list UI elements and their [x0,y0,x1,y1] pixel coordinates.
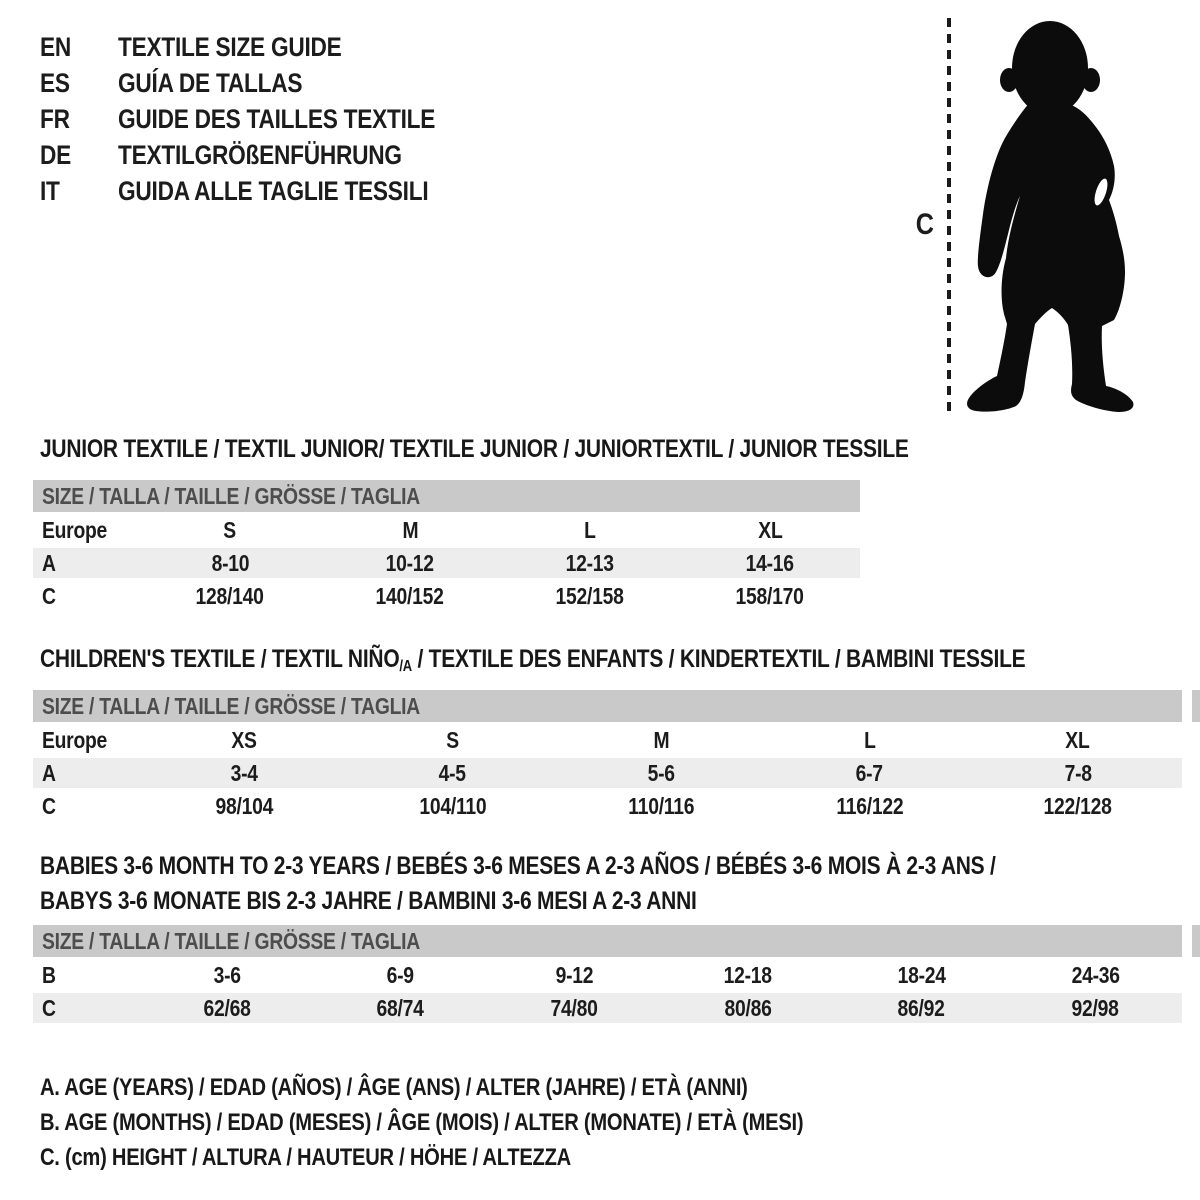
language-code: IT [40,175,60,206]
language-code: EN [40,32,72,63]
section-title-babies-line2: BABYS 3-6 MONATE BIS 2-3 JAHRE / BAMBINI 3-6 MESI A 2-3 ANNI [40,886,697,915]
language-legend [40,30,496,209]
table-edge-sliver [1192,690,1200,722]
table-row: Europe XS S M L XL [42,726,1090,753]
babies-size-header-bar: SIZE / TALLA / TAILLE / GRÖSSE / TAGLIA [33,925,1182,957]
children-title-pre: CHILDREN'S TEXTILE / TEXTIL NIÑO [40,644,400,673]
guide-title-de: TEXTILGRÖßENFÜHRUNG [118,139,402,170]
height-measure-label: C [916,208,934,241]
guide-title-fr: GUIDE DES TAILLES TEXTILE [118,103,436,134]
children-size-table [33,690,1182,821]
note-age-years: A. AGE (YEARS) / EDAD (AÑOS) / ÂGE (ANS) / ALTER (JAHRE) / ETÀ (ANNI) [40,1074,748,1101]
junior-size-header-bar: SIZE / TALLA / TAILLE / GRÖSSE / TAGLIA [33,480,860,512]
language-row-es [40,66,496,102]
language-row-it [40,173,496,209]
children-size-header-bar: SIZE / TALLA / TAILLE / GRÖSSE / TAGLIA [33,690,1182,722]
table-row: A 8-10 10-12 12-13 14-16 [33,548,860,578]
section-title-junior: JUNIOR TEXTILE / TEXTIL JUNIOR/ TEXTILE JUNIOR / JUNIORTEXTIL / JUNIOR TESSILE [40,434,909,463]
guide-title-en: TEXTILE SIZE GUIDE [118,32,342,63]
junior-size-table [33,480,860,611]
table-row: C 128/140 140/152 152/158 158/170 [42,582,805,609]
language-code: FR [40,103,70,134]
language-row-en [40,30,496,66]
table-row: C 98/104 104/110 110/116 116/122 122/128 [42,792,1112,819]
section-title-children [40,645,1200,675]
language-row-fr [40,102,496,138]
language-code: ES [40,68,70,99]
language-row-de [40,137,496,173]
note-age-months: B. AGE (MONTHS) / EDAD (MESES) / ÂGE (MOIS) / ALTER (MONATE) / ETÀ (MESI) [40,1109,804,1136]
section-title-babies-line1: BABIES 3-6 MONTH TO 2-3 YEARS / BEBÉS 3-6 MESES A 2-3 AÑOS / BÉBÉS 3-6 MOIS À 2-3 ANS / [40,851,996,880]
children-title-post: / TEXTILE DES ENFANTS / KINDERTEXTIL / BAMBINI TESSILE [411,644,1026,673]
height-measure-dashed-line [947,18,951,416]
table-row: Europe S M L XL [42,516,783,543]
note-height-cm: C. (cm) HEIGHT / ALTURA / HAUTEUR / HÖHE / ALTEZZA [40,1144,571,1171]
table-edge-sliver [1192,925,1200,957]
babies-size-table [33,925,1182,1023]
language-code: DE [40,139,72,170]
table-row: B 3-6 6-9 9-12 12-18 18-24 24-36 [42,961,1120,988]
table-row: A 3-4 4-5 5-6 6-7 7-8 [33,758,1182,788]
children-title-sub: /A [399,657,412,675]
table-row: C 62/68 68/74 74/80 80/86 86/92 92/98 [33,993,1182,1023]
guide-title-es: GUÍA DE TALLAS [118,68,303,99]
guide-title-it: GUIDA ALLE TAGLIE TESSILI [118,175,429,206]
toddler-silhouette-icon [958,14,1146,422]
